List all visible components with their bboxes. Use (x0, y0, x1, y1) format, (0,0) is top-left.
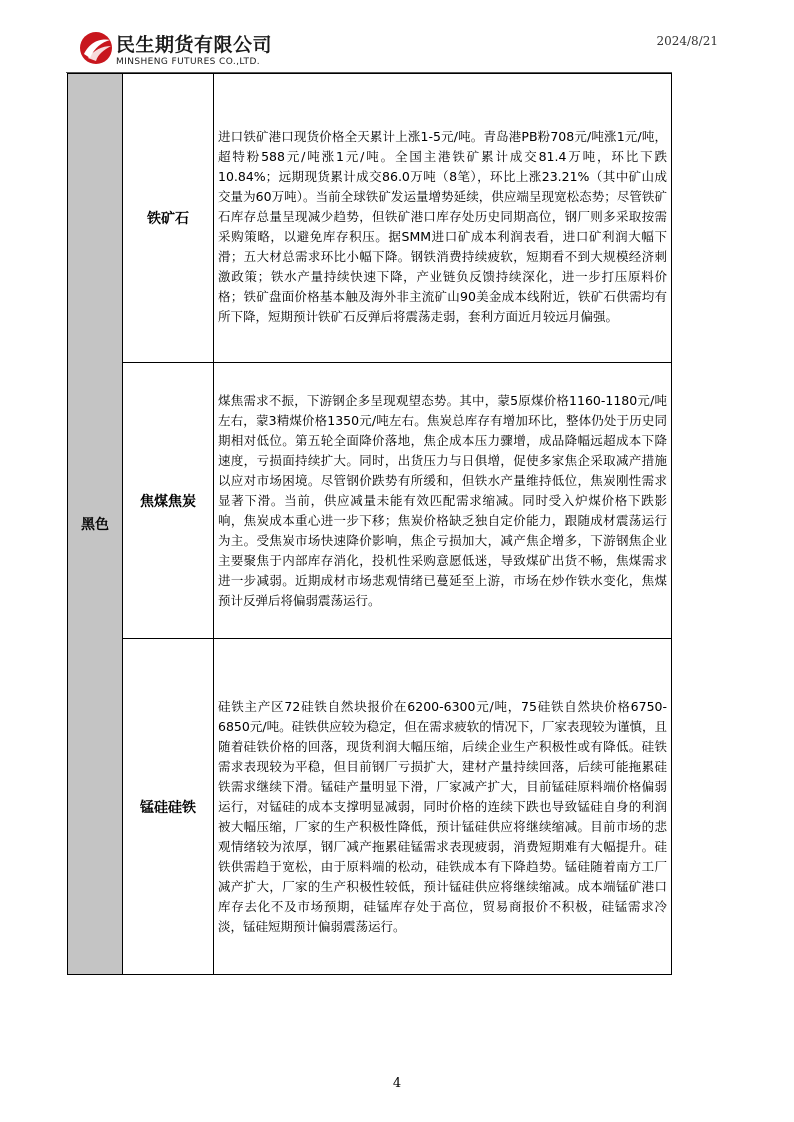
table-row (68, 639, 672, 975)
report-date: 2024/8/21 (656, 34, 718, 48)
page-number: 4 (392, 1076, 402, 1091)
item-commentary: 硅铁主产区72硅铁自然块报价在6200-6300元/吨，75硅铁自然块价格6750-6850元/吨。硅铁供应较为稳定，但在需求疲软的情况下，厂家表现较为谨慎，且随着硅铁价格的回落，现货利润大幅压缩，后续企业生产积极性或有降低。硅铁需求表现较为平稳，但目前钢厂亏损扩大，建材产量持续回落，后续可能拖累硅铁需求继续下滑。锰硅产量明显下滑，厂家减产扩大，目前锰硅原料端价格偏弱运行，对锰硅的成本支撑明显减弱，同时价格的连续下跌也导致锰硅自身的利润被大幅压缩，厂家的生产积极性降低，预计锰硅供应将继续缩减。目前市场的悲观情绪较为浓厚，钢厂减产拖累硅锰需求表现疲弱，消费短期难有大幅提升。硅铁供需趋于宽松，由于原料端的松动，硅铁成本有下降趋势。锰硅随着南方工厂减产扩大，厂家的生产积极性较低，预计锰硅供应将继续缩减。成本端锰矿港口库存去化不及市场预期，硅锰库存处于高位，贸易商报价不积极，硅锰需求冷淡，锰硅短期预计偏弱震荡运行。 (214, 639, 672, 975)
item-commentary: 煤焦需求不振，下游钢企多呈现观望态势。其中，蒙5原煤价格1160-1180元/吨左右，蒙3精煤价格1350元/吨左右。焦炭总库存有增加环比，整体仍处于历史同期相对低位。第五轮全面降价落地，焦企成本压力骤增，成品降幅远超成本下降速度，亏损面持续扩大。同时，出货压力与日俱增，促使多家焦企采取减产措施以应对市场困境。尽管钢价跌势有所缓和，但铁水产量维持低位，焦炭刚性需求显著下滑。当前，供应减量未能有效匹配需求缩减。同时受入炉煤价格下跌影响，焦炭成本重心进一步下移；焦炭价格缺乏独自定价能力，跟随成材震荡运行为主。受焦炭市场快速降价影响，焦企亏损加大，减产焦企增多，下游钢焦企业主要聚焦于内部库存消化，投机性采购意愿低迷，导致煤矿出货不畅，焦煤需求进一步减弱。近期成材市场悲观情绪已蔓延至上游，市场在炒作铁水变化，焦煤预计反弹后将偏弱震荡运行。 (214, 363, 672, 639)
page-header (0, 0, 794, 70)
category-cell: 黑色 (68, 74, 123, 975)
item-name: 锰硅硅铁 (123, 639, 214, 975)
item-commentary: 进口铁矿港口现货价格全天累计上涨1-5元/吨。青岛港PB粉708元/吨涨1元/吨，超特粉588元/吨涨1元/吨。全国主港铁矿累计成交81.4万吨，环比下跌10.84%；远期现货累计成交86.0万吨（8笔），环比上涨23.21%（其中矿山成交量为60万吨）。当前全球铁矿发运量增势延续，供应端呈现宽松态势；尽管铁矿石库存总量呈现减少趋势，但铁矿港口库存处历史同期高位，钢厂则多采取按需采购策略，以避免库存积压。据SMM进口矿成本利润表看，进口矿利润大幅下滑；五大材总需求环比小幅下降。钢铁消费持续疲软，短期看不到大规模经济刺激政策；铁水产量持续快速下降，产业链负反馈持续深化，进一步打压原料价格；铁矿盘面价格基本触及海外非主流矿山90美金成本线附近，铁矿石供需均有所下降，短期预计铁矿石反弹后将震荡走弱，套利方面近月较远月偏强。 (214, 74, 672, 363)
item-name: 铁矿石 (123, 74, 214, 363)
company-name-cn: 民生期货有限公司 (116, 34, 273, 56)
company-name-en: MINSHENG FUTURES CO.,LTD. (116, 57, 261, 67)
table-row (68, 363, 672, 639)
table-row (68, 74, 672, 363)
commentary-table (67, 73, 672, 975)
item-name: 焦煤焦炭 (123, 363, 214, 639)
minsheng-logo-icon (78, 30, 114, 66)
